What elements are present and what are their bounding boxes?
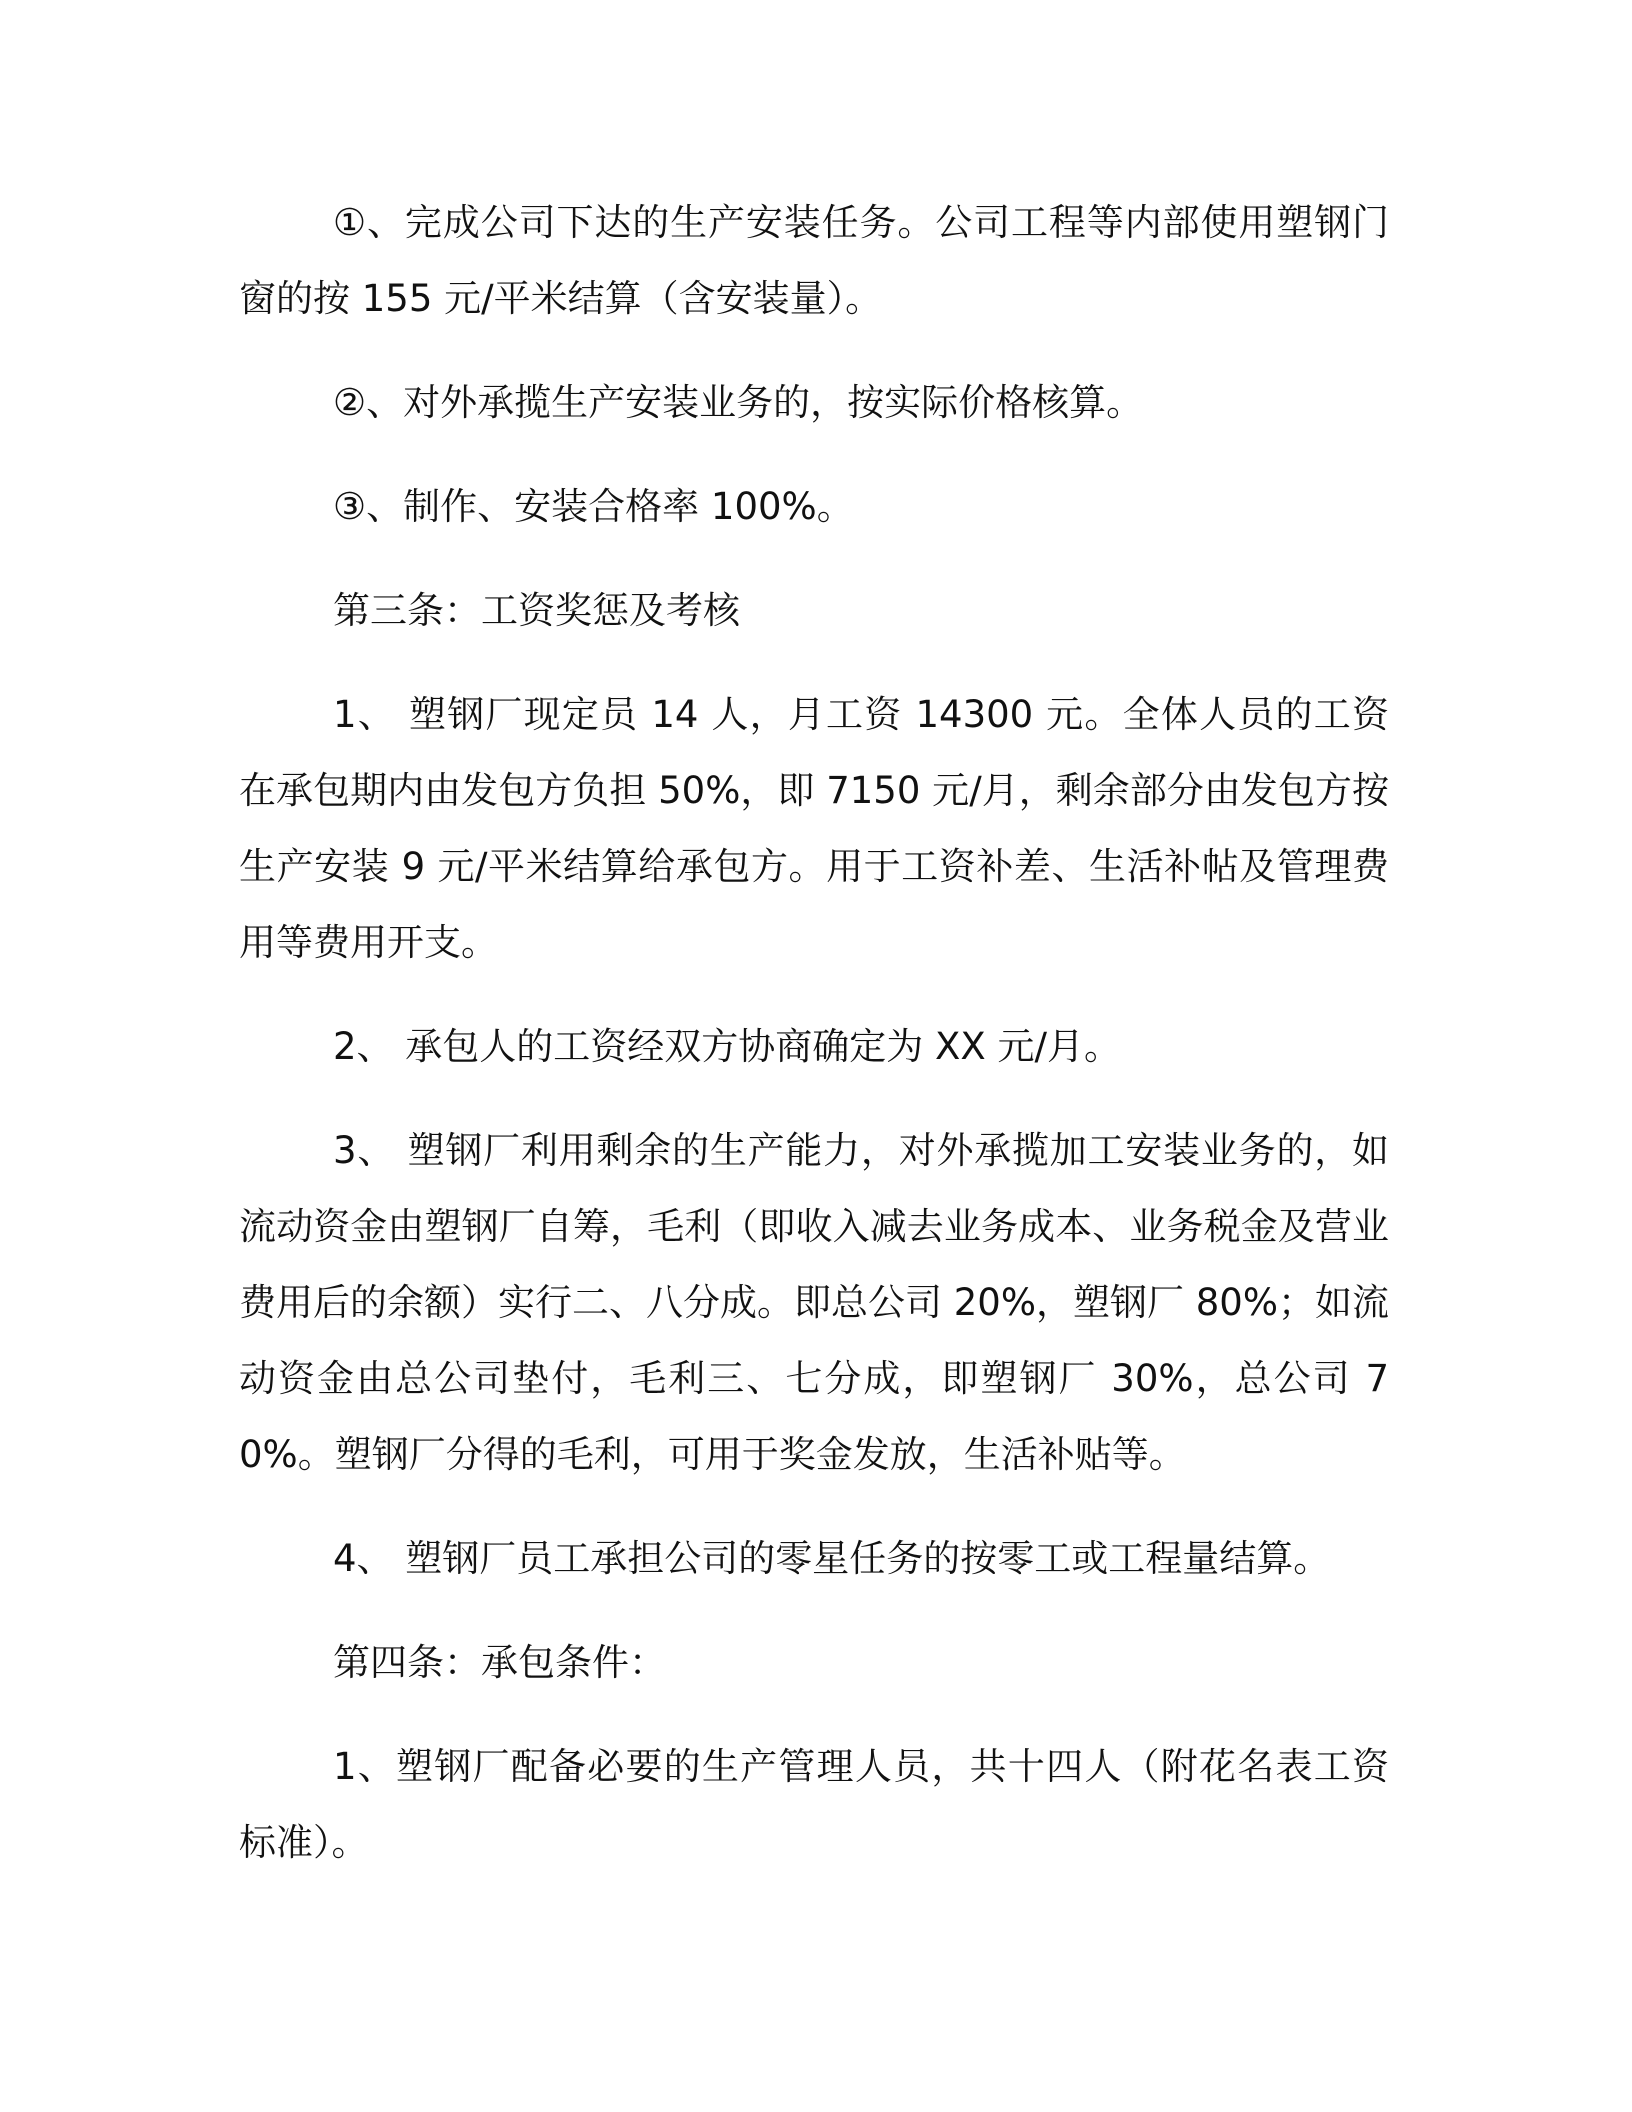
article-3-item-1: 1、 塑钢厂现定员 14 人，月工资 14300 元。全体人员的工资在承包期内由发包方负担 50%，即 7150 元/月，剩余部分由发包方按生产安装 9 元/平米结算给承包方。用于工资补差、生活补帖及管理费用等费用开支。 — [239, 693, 1389, 964]
article-4-item-1: 1、塑钢厂配备必要的生产管理人员，共十四人（附花名表工资标准）。 — [239, 1745, 1389, 1864]
article-3-item-3: 3、 塑钢厂利用剩余的生产能力，对外承揽加工安装业务的，如流动资金由塑钢厂自筹，毛利（即收入减去业务成本、业务税金及营业费用后的余额）实行二、八分成。即总公司 20%，塑钢厂 80%；如流动资金由总公司垫付，毛利三、七分成，即塑钢厂 30%，总公司 70%。塑钢厂分得的毛利，可用于奖金发放，生活补贴等。 — [239, 1129, 1389, 1476]
clause-item-2: ②、对外承揽生产安装业务的，按实际价格核算。 — [333, 381, 1144, 424]
article-3-item-2: 2、 承包人的工资经双方协商确定为 XX 元/月。 — [333, 1025, 1121, 1068]
article-3-item-4: 4、 塑钢厂员工承担公司的零星任务的按零工或工程量结算。 — [333, 1537, 1331, 1580]
section-heading-article-3: 第三条：工资奖惩及考核 — [333, 589, 740, 632]
clause-item-3: ③、制作、安装合格率 100%。 — [333, 485, 854, 528]
document-body — [239, 185, 1389, 1881]
clause-item-1: ①、完成公司下达的生产安装任务。公司工程等内部使用塑钢门窗的按 155 元/平米结算（含安装量）。 — [239, 201, 1389, 320]
section-heading-article-4: 第四条：承包条件： — [333, 1641, 666, 1684]
